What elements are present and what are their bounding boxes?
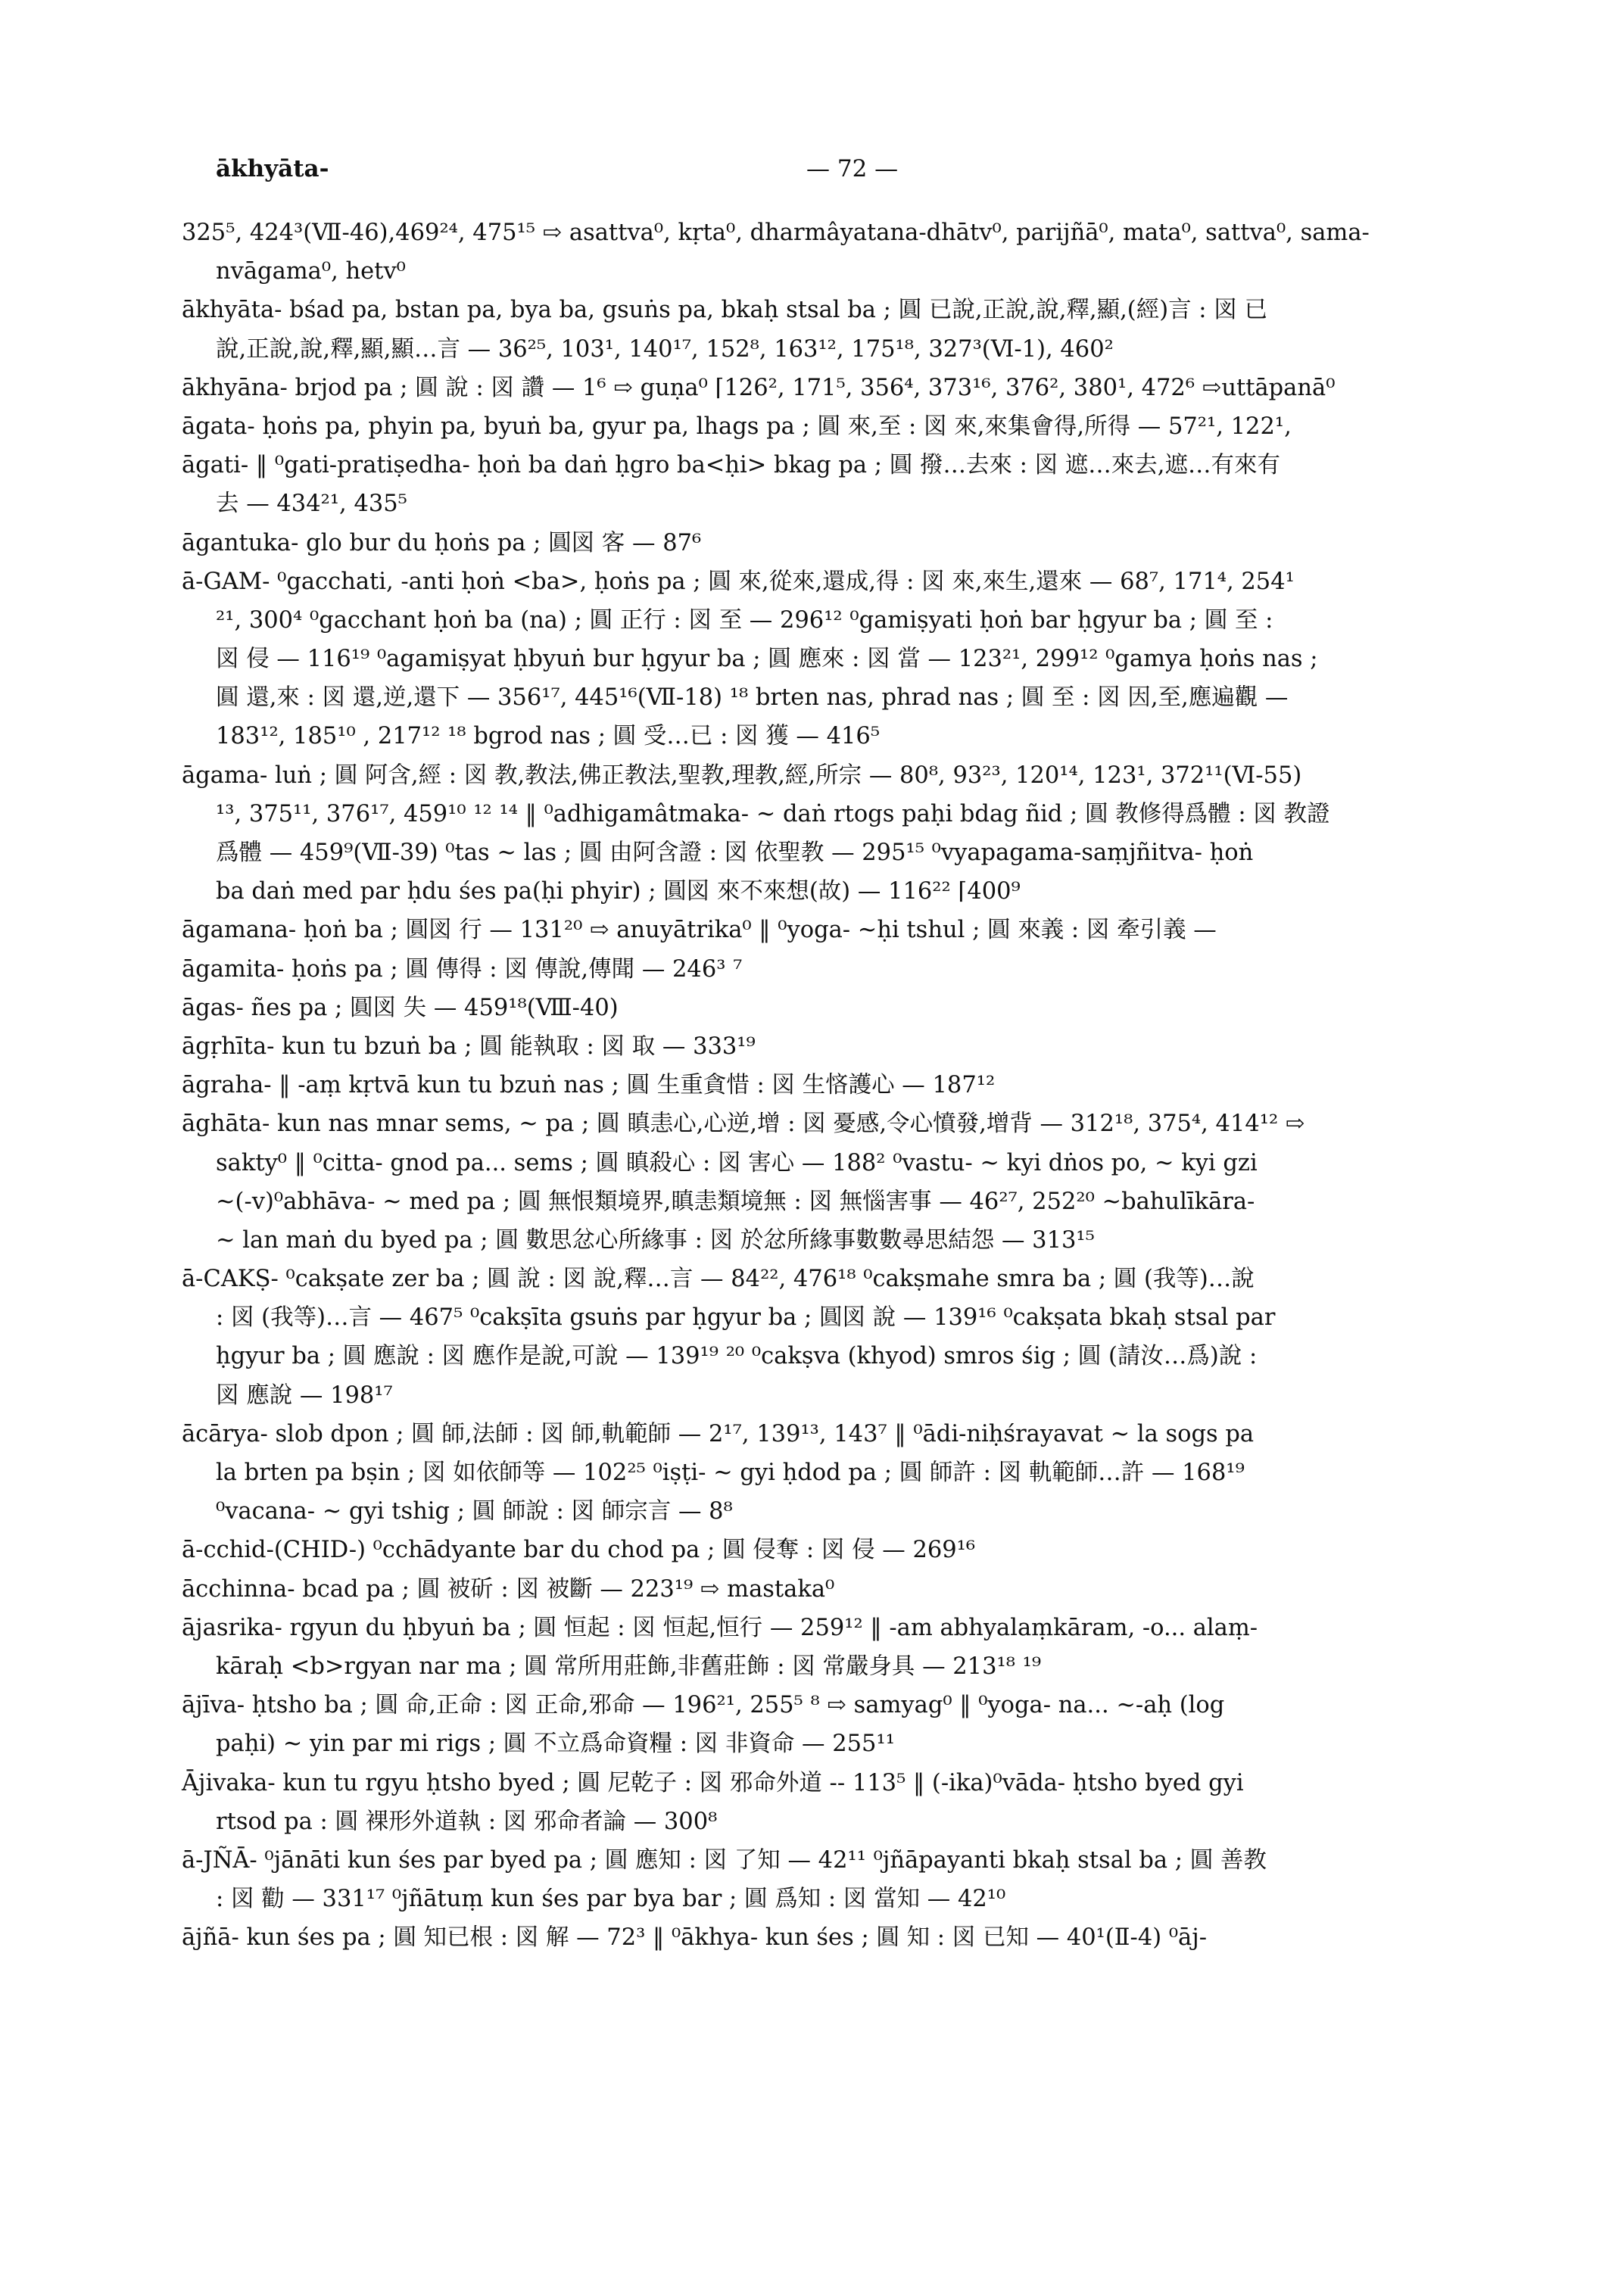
entry-line: ā-JÑĀ- ⁰jānāti kun śes par byed pa ; 圓 應知 : 図 了知 — 42¹¹ ⁰jñāpayanti bkaḥ stsal ba ; 圓 善教 <box>182 1846 1267 1874</box>
entry-line: 說,正說,說,釋,顯,顯…言 — 36²⁵, 103¹, 140¹⁷, 152⁸, 163¹², 175¹⁸, 327³(Ⅵ-1), 460² <box>216 335 1114 363</box>
entry-line: 325⁵, 424³(Ⅶ-46),469²⁴, 475¹⁵ ⇨ asattva⁰, kṛta⁰, dharmâyatana-dhātv⁰, parijñā⁰, mata⁰, sattva⁰, sama- <box>182 220 1370 246</box>
entry-line: āgṛhīta- kun tu bzuṅ ba ; 圓 能執取 : 図 取 — 333¹⁹ <box>182 1033 756 1060</box>
dictionary-entries <box>182 213 1514 1957</box>
entry-line: āgamita- ḥoṅs pa ; 圓 傳得 : 図 傳說,傳聞 — 246³ ⁷ <box>182 955 743 983</box>
page-header <box>216 155 1503 193</box>
entry-line: 圓 還,來 : 図 還,逆,還下 — 356¹⁷, 445¹⁶(Ⅶ-18) ¹⁸ brten nas, phrad nas ; 圓 至 : 図 因,至,應遍觀 — <box>216 684 1289 712</box>
entry-line: ²¹, 300⁴ ⁰gacchant ḥoṅ ba (na) ; 圓 正行 : 図 至 — 296¹² ⁰gamiṣyati ḥoṅ bar ḥgyur ba ; 圓 至 : <box>216 606 1273 634</box>
entry-line: āgata- ḥoṅs pa, phyin pa, byuṅ ba, gyur pa, lhags pa ; 圓 來,至 : 図 來,來集會得,所得 — 57²¹, 122¹, <box>182 413 1292 440</box>
entry-line: ¹³, 375¹¹, 376¹⁷, 459¹⁰ ¹² ¹⁴ ‖ ⁰adhigamâtmaka- ~ daṅ rtogs paḥi bdag ñid ; 圓 教修得爲體 : 図 教證 <box>216 800 1330 827</box>
entry-line: āgama- luṅ ; 圓 阿含,經 : 図 教,教法,佛正教法,聖教,理教,經,所宗 — 80⁸, 93²³, 120¹⁴, 123¹, 372¹¹(Ⅵ-55) <box>182 762 1302 789</box>
entry-line: āgantuka- glo bur du ḥoṅs pa ; 圓図 客 — 87⁶ <box>182 529 702 556</box>
entry-line: ā-GAM- ⁰gacchati, -anti ḥoṅ <ba>, ḥoṅs pa ; 圓 來,從來,還成,得 : 図 來,來生,還來 — 68⁷, 171⁴, 254¹ <box>182 568 1295 595</box>
entry-line: ā-cchid-(CHID-) ⁰cchādyante bar du chod pa ; 圓 侵奪 : 図 侵 — 269¹⁶ <box>182 1537 976 1564</box>
entry-line: la brten pa bṣin ; 図 如依師等 — 102²⁵ ⁰iṣṭi- ~ gyi ḥdod pa ; 圓 師許 : 図 軌範師…許 — 168¹⁹ <box>216 1460 1245 1486</box>
entry-line: āgas- ñes pa ; 圓図 失 — 459¹⁸(Ⅷ-40) <box>182 994 619 1021</box>
entry-line: ācārya- slob dpon ; 圓 師,法師 : 図 師,軌範師 — 2¹⁷, 139¹³, 143⁷ ‖ ⁰ādi-niḥśrayavat ~ la sogs pa <box>182 1420 1255 1447</box>
entry-line: ~ lan maṅ du byed pa ; 圓 數思忿心所緣事 : 図 於忿所緣事數數尋思結怨 — 313¹⁵ <box>216 1226 1095 1254</box>
entry-line: ākhyāta- bśad pa, bstan pa, bya ba, gsuṅs pa, bkaḥ stsal ba ; 圓 已說,正說,說,釋,顯,(經)言 : 図 已 <box>182 297 1267 324</box>
entry-line: : 図 (我等)…言 — 467⁵ ⁰cakṣīta gsuṅs par ḥgyur ba ; 圓図 說 — 139¹⁶ ⁰cakṣata bkaḥ stsal par <box>216 1304 1276 1332</box>
entry-line: 爲體 — 459⁹(Ⅶ-39) ⁰tas ~ las ; 圓 由阿含證 : 図 依聖教 — 295¹⁵ ⁰vyapagama-saṃjñitva- ḥoṅ <box>216 840 1254 866</box>
entry-line: ājasrika- rgyun du ḥbyuṅ ba ; 圓 恒起 : 図 恒起,恒行 — 259¹² ‖ -am abhyalaṃkāram, -o... alaṃ- <box>182 1614 1258 1641</box>
entry-line: āghāta- kun nas mnar sems, ~ pa ; 圓 瞋恚心,心逆,增 : 図 憂感,令心憤發,增背 — 312¹⁸, 375⁴, 414¹² ⇨ <box>182 1111 1305 1138</box>
entry-line: āgati- ‖ ⁰gati-pratiṣedha- ḥoṅ ba daṅ ḥgro ba<ḥi> bkag pa ; 圓 撥…去來 : 図 遮…來去,遮…有來有 <box>182 452 1280 479</box>
entry-line: ⁰vacana- ~ gyi tshig ; 圓 師說 : 図 師宗言 — 8⁸ <box>216 1498 733 1525</box>
entry-line: ākhyāna- brjod pa ; 圓 說 : 図 讚 — 1⁶ ⇨ guṇa⁰ ⌈126², 171⁵, 356⁴, 373¹⁶, 376², 380¹, 472⁶ ⇨uttāpanā⁰ <box>182 374 1336 401</box>
entry-line: ~(-v)⁰abhāva- ~ med pa ; 圓 無恨類境界,瞋恚類境無 : 図 無惱害事 — 46²⁷, 252²⁰ ~bahulīkāra- <box>216 1188 1255 1215</box>
page-number: — 72 — <box>806 155 899 182</box>
entry-line: ā-CAKṢ- ⁰cakṣate zer ba ; 圓 說 : 図 說,釋…言 — 84²², 476¹⁸ ⁰cakṣmahe smra ba ; 圓 (我等)…說 <box>182 1266 1255 1293</box>
entry-line: ḥgyur ba ; 圓 應說 : 図 應作是說,可說 — 139¹⁹ ²⁰ ⁰cakṣva (khyod) smros śig ; 圓 (請汝…爲)說 : <box>216 1343 1258 1370</box>
entry-line: paḥi) ~ yin par mi rigs ; 圓 不立爲命資糧 : 図 非資命 — 255¹¹ <box>216 1731 895 1758</box>
running-headword: ākhyāta- <box>216 155 329 182</box>
entry-line: : 図 勸 — 331¹⁷ ⁰jñātuṃ kun śes par bya bar ; 圓 爲知 : 図 當知 — 42¹⁰ <box>216 1886 1006 1913</box>
entry-line: 図 應說 — 198¹⁷ <box>216 1382 393 1409</box>
entry-line: 去 — 434²¹, 435⁵ <box>216 491 407 518</box>
entry-line: ācchinna- bcad pa ; 圓 被斫 : 図 被斷 — 223¹⁹ ⇨ mastaka⁰ <box>182 1575 835 1603</box>
entry-line: ājīva- ḥtsho ba ; 圓 命,正命 : 図 正命,邪命 — 196²¹, 255⁵ ⁸ ⇨ samyag⁰ ‖ ⁰yoga- na... ~-aḥ (log <box>182 1692 1225 1719</box>
entry-line: nvāgama⁰, hetv⁰ <box>216 258 406 285</box>
entry-line: ba daṅ med par ḥdu śes pa(ḥi phyir) ; 圓図 來不來想(故) — 116²² ⌈400⁹ <box>216 878 1021 905</box>
entry-line: Ājivaka- kun tu rgyu ḥtsho byed ; 圓 尼乾子 : 図 邪命外道 -- 113⁵ ‖ (-ika)⁰vāda- ḥtsho byed gyi <box>182 1769 1244 1796</box>
entry-line: ājñā- kun śes pa ; 圓 知已根 : 図 解 — 72³ ‖ ⁰ākhya- kun śes ; 圓 知 : 図 已知 — 40¹(Ⅱ-4) ⁰āj- <box>182 1924 1208 1952</box>
entry-line: rtsod pa : 圓 裸形外道執 : 図 邪命者論 — 300⁸ <box>216 1808 718 1835</box>
entry-line: 183¹², 185¹⁰ , 217¹² ¹⁸ bgrod nas ; 圓 受…已 : 図 獲 — 416⁵ <box>216 723 881 750</box>
entry-line: āgraha- ‖ -aṃ kṛtvā kun tu bzuṅ nas ; 圓 生重貪惜 : 図 生悋護心 — 187¹² <box>182 1072 996 1099</box>
entry-line: 図 侵 — 116¹⁹ ⁰agamiṣyat ḥbyuṅ bur ḥgyur ba ; 圓 應來 : 図 當 — 123²¹, 299¹² ⁰gamya ḥoṅs nas ; <box>216 646 1318 673</box>
entry-line: kāraḥ <b>rgyan nar ma ; 圓 常所用莊飾,非舊莊飾 : 図 常嚴身具 — 213¹⁸ ¹⁹ <box>216 1653 1042 1680</box>
entry-line: sakty⁰ ‖ ⁰citta- gnod pa... sems ; 圓 瞋殺心 : 図 害心 — 188² ⁰vastu- ~ kyi dṅos po, ~ kyi gzi <box>216 1149 1258 1176</box>
entry-line: āgamana- ḥoṅ ba ; 圓図 行 — 131²⁰ ⇨ anuyātrika⁰ ‖ ⁰yoga- ~ḥi tshul ; 圓 來義 : 図 牽引義 — <box>182 917 1217 944</box>
